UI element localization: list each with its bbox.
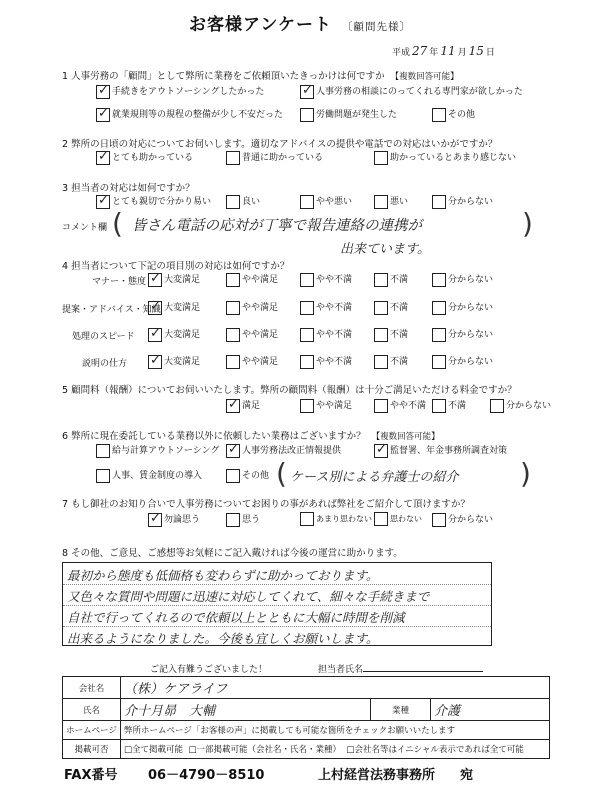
- publish-options: [121, 740, 550, 759]
- checkbox-checked[interactable]: [148, 301, 162, 315]
- q4-row-label: 説明の仕方: [82, 359, 128, 369]
- q4-r3-o3[interactable]: やや不満: [300, 327, 352, 342]
- q4-row-label: マナー・態度: [92, 277, 147, 287]
- q7-option-5[interactable]: 分からない: [432, 512, 493, 527]
- q4-r2-o4[interactable]: 不満: [374, 300, 408, 315]
- q1-option-1[interactable]: ✓手続きをアウトソーシングしたかった: [96, 84, 264, 99]
- q4-r4-o1[interactable]: ✓ 大変満足: [148, 354, 200, 369]
- q4-r1-o3[interactable]: やや不満: [300, 272, 352, 287]
- checkbox-checked[interactable]: [96, 85, 110, 99]
- checkbox[interactable]: [432, 399, 446, 413]
- fax-label: FAX番号: [64, 768, 118, 783]
- q6-text: 6 弊所に現在委託している業務以外に依頼したい業務はございますか？ 【複数回答可能】: [62, 431, 440, 442]
- comment-label: コメント欄: [62, 223, 108, 233]
- q4-r4-o4[interactable]: 不満: [374, 354, 408, 369]
- addressee-suffix: 宛: [460, 768, 474, 783]
- comment-text-1[interactable]: 皆さん電話の応対が丁寧で報告連絡の連携が: [132, 218, 422, 234]
- page-subtitle: 〔顧問先様〕: [341, 21, 411, 33]
- q8-line: 自社で行ってくれるので依頼以上とともに大幅に時間を削減: [67, 610, 405, 625]
- q4-r1-o5[interactable]: 分からない: [432, 272, 493, 287]
- checkbox[interactable]: [226, 195, 240, 209]
- company-value[interactable]: （株）ケアライフ: [121, 677, 550, 699]
- checkbox-checked[interactable]: [148, 355, 162, 369]
- checkbox[interactable]: [374, 512, 388, 526]
- q1-text: 1 人事労務の「顧問」として弊所に業務をご依頼頂いたきっかけは何ですか 【複数回答可能】: [62, 71, 459, 82]
- page-title: お客様アンケート 〔顧問先様〕: [189, 15, 411, 35]
- checkbox[interactable]: [432, 108, 446, 122]
- q8-line: 出来るようになりました。今後も宜しくお願いします。: [67, 631, 379, 646]
- rule-line: [63, 626, 491, 627]
- q3-option-5[interactable]: 分からない: [432, 194, 493, 209]
- q4-row-label: 提案・アドバイス・知識: [62, 305, 161, 315]
- tantou-underline: [363, 662, 483, 672]
- q4-r3-o1[interactable]: ✓ 大変満足: [148, 327, 200, 342]
- q3-option-4[interactable]: 悪い: [374, 194, 408, 209]
- industry-label: 業種: [371, 699, 431, 721]
- publish-label: 掲載可否: [63, 740, 121, 759]
- publish-option-all[interactable]: □全て掲載可能: [124, 745, 184, 755]
- q5-option-5[interactable]: 分からない: [490, 398, 551, 413]
- q4-r1-o4[interactable]: 不満: [374, 272, 408, 287]
- q5-option-2[interactable]: やや満足: [300, 398, 352, 413]
- comment-text-2[interactable]: 出来ています。: [340, 242, 430, 257]
- checkbox[interactable]: [226, 273, 240, 287]
- q2-text: 2 弊所の日頃の対応についてお伺いします。適切なアドバイスの提供や電話での対応はいかがですか？: [62, 139, 498, 150]
- checkbox[interactable]: [96, 469, 110, 483]
- date-field[interactable]: 平成 27 年 11 月 15 日: [392, 44, 495, 58]
- q3-option-3[interactable]: やや悪い: [300, 194, 352, 209]
- q6-option-5[interactable]: その他: [226, 468, 269, 483]
- q1-option-4[interactable]: 労働問題が発生した: [300, 107, 397, 122]
- name-value[interactable]: 介十月昴 大輔: [121, 699, 371, 721]
- q7-option-1[interactable]: ✓勿論思う: [148, 512, 200, 527]
- checkbox[interactable]: [300, 108, 314, 122]
- q4-r3-o5[interactable]: 分からない: [432, 327, 493, 342]
- checkbox[interactable]: [300, 273, 314, 287]
- checkbox[interactable]: [490, 399, 504, 413]
- q8-comment-box[interactable]: [62, 562, 492, 646]
- q5-option-3[interactable]: やや不満: [374, 398, 426, 413]
- bracket-open: (: [112, 207, 123, 240]
- q4-r1-o1[interactable]: ✓ 大変満足: [148, 272, 200, 287]
- checkbox[interactable]: [432, 273, 446, 287]
- q7-option-3[interactable]: あまり思わない: [300, 512, 372, 526]
- checkbox[interactable]: [432, 513, 446, 527]
- q7-option-4[interactable]: 思わない: [374, 512, 422, 526]
- q4-row-label: 処理のスピード: [72, 332, 135, 342]
- office-name: 上村経営法務事務所: [318, 768, 436, 783]
- rule-line: [63, 605, 491, 606]
- checkbox[interactable]: [226, 301, 240, 315]
- q1-option-5[interactable]: その他: [432, 107, 475, 122]
- checkbox[interactable]: [432, 328, 446, 342]
- q4-text: 4 担当者について下記の項目別の対応は如何ですか？: [62, 261, 290, 272]
- q1-option-2[interactable]: ✓ 人事労務の相談にのってくれる専門家が欲しかった: [300, 84, 523, 99]
- q6-other-text[interactable]: ケース別による弁護士の紹介: [290, 470, 459, 485]
- checkbox-checked[interactable]: [96, 108, 110, 122]
- checkbox[interactable]: [374, 273, 388, 287]
- checkbox-checked[interactable]: [148, 513, 162, 527]
- q7-text: 7 もし御社のお知り合いで人事労務についてお困りの事があれば弊社をご紹介して頂けますか？: [62, 499, 470, 510]
- q8-text: 8 その他、ご意見、ご感想等お気軽にご記入戴ければ今後の運営に助かります。: [62, 548, 403, 559]
- q7-option-2[interactable]: 思う: [226, 512, 260, 527]
- industry-value[interactable]: 介護: [431, 699, 550, 721]
- fax-number: 06－4790－8510: [148, 768, 265, 783]
- checkbox-checked[interactable]: [226, 399, 240, 413]
- q2-option-2[interactable]: 普通に助かっている: [226, 150, 323, 165]
- q6-option-2[interactable]: ✓ 人事労務法改正情報提供: [226, 443, 341, 458]
- q6-option-3[interactable]: ✓ 監督署、年金事務所調査対策: [374, 443, 507, 458]
- q3-option-1[interactable]: ✓とても親切で分かり易い: [96, 194, 211, 209]
- q6-option-1[interactable]: 給与計算アウトソーシング: [96, 443, 219, 458]
- q8-line: 又色々な質問や問題に迅速に対応してくれて、細々な手続きまで: [67, 589, 430, 604]
- checkbox[interactable]: [300, 355, 314, 369]
- checkbox-checked[interactable]: [300, 85, 314, 99]
- q6-option-4[interactable]: 人事、賃金制度の導入: [96, 468, 202, 483]
- checkbox[interactable]: [432, 195, 446, 209]
- thanks-text: ご記入有難うございました！: [150, 665, 268, 675]
- name-label: 氏名: [63, 699, 121, 721]
- checkbox[interactable]: [226, 151, 240, 165]
- q4-r2-o5[interactable]: 分からない: [432, 300, 493, 315]
- q4-r2-o3[interactable]: やや不満: [300, 300, 352, 315]
- checkbox[interactable]: [374, 301, 388, 315]
- checkbox[interactable]: [374, 195, 388, 209]
- checkbox-checked[interactable]: [148, 328, 162, 342]
- q5-option-4[interactable]: 不満: [432, 398, 466, 413]
- date-day: 15: [468, 44, 484, 58]
- q4-r2-o1[interactable]: ✓ 大変満足: [148, 300, 200, 315]
- checkbox[interactable]: [374, 399, 388, 413]
- checkbox-checked[interactable]: [96, 151, 110, 165]
- q4-r3-o4[interactable]: 不満: [374, 327, 408, 342]
- checkbox[interactable]: [226, 328, 240, 342]
- bracket-close: ): [520, 457, 531, 490]
- q1-option-3[interactable]: ✓就業規則等の規程の整備が少し不安だった: [96, 107, 283, 122]
- customer-info-table: [62, 676, 550, 759]
- date-year: 27: [412, 44, 428, 58]
- rule-line: [63, 584, 491, 585]
- checkbox-checked[interactable]: [374, 444, 388, 458]
- company-label: 会社名: [63, 677, 121, 699]
- q4-r4-o3[interactable]: やや不満: [300, 354, 352, 369]
- checkbox[interactable]: [300, 301, 314, 315]
- checkbox[interactable]: [432, 301, 446, 315]
- bracket-open: (: [276, 457, 287, 490]
- publish-option-initial[interactable]: □会社名等はイニシャル表示であれば全て可能: [346, 745, 524, 755]
- q4-r4-o5[interactable]: 分からない: [432, 354, 493, 369]
- checkbox[interactable]: [374, 151, 388, 165]
- q5-text: 5 顧問料（報酬）についてお伺いいたします。弊所の顧問料（報酬）は十分ご満足いただける料金ですか？: [62, 385, 517, 396]
- checkbox[interactable]: [96, 444, 110, 458]
- homepage-text: 弊所ホームページ「お客様の声」に掲載しても可能な箇所をチェックお願いいたします: [121, 721, 550, 740]
- checkbox[interactable]: [432, 355, 446, 369]
- q5-option-1[interactable]: ✓満足: [226, 398, 260, 413]
- tantou-field[interactable]: 担当者氏名: [318, 662, 483, 675]
- q4-r2-o2[interactable]: やや満足: [226, 300, 278, 315]
- checkbox[interactable]: [300, 512, 314, 526]
- checkbox-checked[interactable]: [226, 444, 240, 458]
- q4-r1-o2[interactable]: やや満足: [226, 272, 278, 287]
- checkbox[interactable]: [226, 513, 240, 527]
- homepage-label: ホームページ: [63, 721, 121, 740]
- checkbox-checked[interactable]: [148, 273, 162, 287]
- checkbox[interactable]: [226, 469, 240, 483]
- publish-option-partial[interactable]: □一部掲載可能（会社名・氏名・業種）: [188, 745, 341, 755]
- q8-line: 最初から態度も低価格も変わらずに助かっております。: [67, 568, 379, 583]
- q4-r3-o2[interactable]: やや満足: [226, 327, 278, 342]
- checkbox[interactable]: [300, 328, 314, 342]
- q2-option-3[interactable]: 助かっているとあまり感じない: [374, 150, 516, 165]
- bracket-close: ): [522, 207, 533, 240]
- checkbox[interactable]: [374, 328, 388, 342]
- date-month: 11: [440, 44, 456, 58]
- checkbox[interactable]: [226, 355, 240, 369]
- checkbox-checked[interactable]: [96, 195, 110, 209]
- checkbox[interactable]: [374, 355, 388, 369]
- checkbox[interactable]: [300, 195, 314, 209]
- q3-option-2[interactable]: 良い: [226, 194, 260, 209]
- q3-text: 3 担当者の対応は如何ですか？: [62, 183, 195, 194]
- q4-r4-o2[interactable]: やや満足: [226, 354, 278, 369]
- q2-option-1[interactable]: ✓とても助かっている: [96, 150, 193, 165]
- checkbox[interactable]: [300, 399, 314, 413]
